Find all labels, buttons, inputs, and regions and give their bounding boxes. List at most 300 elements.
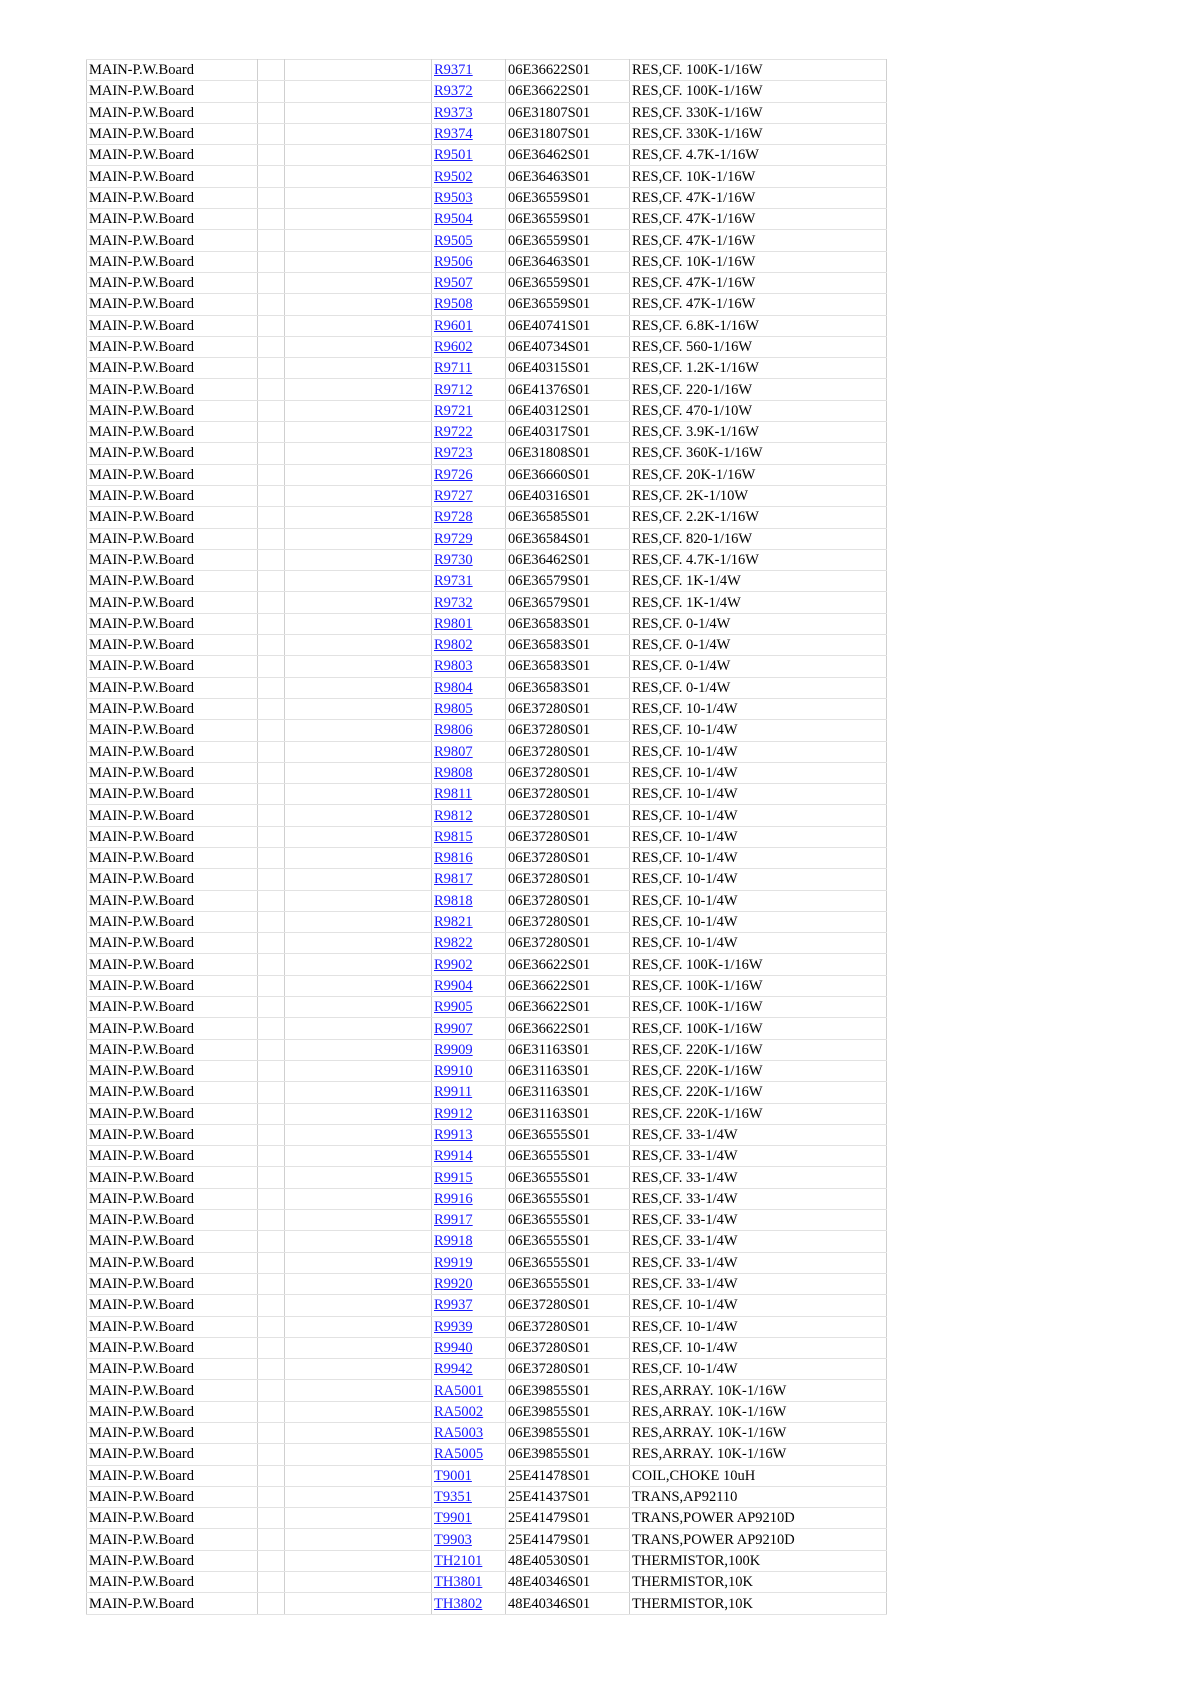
ref-link[interactable]: T9001	[434, 1467, 472, 1484]
board-cell: MAIN-P.W.Board	[87, 911, 258, 932]
ref-link[interactable]: R9914	[434, 1148, 473, 1165]
empty-cell	[258, 1273, 285, 1294]
part-number-cell: 06E37280S01	[506, 869, 630, 890]
board-cell: MAIN-P.W.Board	[87, 1444, 258, 1465]
table-row	[87, 187, 887, 208]
empty-cell	[258, 336, 285, 357]
board-cell: MAIN-P.W.Board	[87, 698, 258, 719]
empty-cell	[258, 1572, 285, 1593]
empty-cell	[258, 890, 285, 911]
empty-cell	[285, 1529, 432, 1550]
ref-link[interactable]: R9806	[434, 722, 473, 739]
description-cell: RES,CF. 10-1/4W	[630, 911, 887, 932]
empty-cell	[285, 528, 432, 549]
ref-link[interactable]: T9901	[434, 1510, 472, 1527]
ref-cell	[432, 826, 506, 847]
table-row	[87, 315, 887, 336]
part-number-cell: 06E39855S01	[506, 1380, 630, 1401]
part-number-cell: 06E40316S01	[506, 485, 630, 506]
empty-cell	[258, 1444, 285, 1465]
ref-link[interactable]: R9802	[434, 637, 473, 654]
table-row	[87, 571, 887, 592]
ref-cell	[432, 1423, 506, 1444]
ref-cell	[432, 1486, 506, 1507]
empty-cell	[285, 1423, 432, 1444]
table-row	[87, 1423, 887, 1444]
empty-cell	[258, 1295, 285, 1316]
description-cell: RES,CF. 0-1/4W	[630, 613, 887, 634]
empty-cell	[258, 805, 285, 826]
board-cell: MAIN-P.W.Board	[87, 677, 258, 698]
empty-cell	[258, 187, 285, 208]
ref-link[interactable]: R9915	[434, 1169, 473, 1186]
empty-cell	[285, 145, 432, 166]
ref-link[interactable]: R9808	[434, 764, 473, 781]
description-cell: RES,CF. 10-1/4W	[630, 1295, 887, 1316]
empty-cell	[285, 102, 432, 123]
empty-cell	[258, 294, 285, 315]
table-row	[87, 911, 887, 932]
ref-link[interactable]: R9801	[434, 615, 473, 632]
board-cell: MAIN-P.W.Board	[87, 1486, 258, 1507]
part-number-cell: 06E31163S01	[506, 1082, 630, 1103]
table-row	[87, 762, 887, 783]
empty-cell	[258, 464, 285, 485]
description-cell: RES,CF. 47K-1/16W	[630, 272, 887, 293]
ref-cell	[432, 209, 506, 230]
ref-cell	[432, 720, 506, 741]
part-number-cell: 48E40346S01	[506, 1572, 630, 1593]
table-row	[87, 954, 887, 975]
board-cell: MAIN-P.W.Board	[87, 933, 258, 954]
description-cell: RES,CF. 33-1/4W	[630, 1146, 887, 1167]
ref-link[interactable]: R9729	[434, 530, 473, 547]
description-cell: TRANS,AP92110	[630, 1486, 887, 1507]
table-row	[87, 81, 887, 102]
ref-link[interactable]: R9920	[434, 1276, 473, 1293]
description-cell: RES,CF. 220K-1/16W	[630, 1103, 887, 1124]
ref-link[interactable]: R9371	[434, 62, 473, 79]
ref-link[interactable]: R9804	[434, 679, 473, 696]
ref-link[interactable]: R9730	[434, 551, 473, 568]
ref-cell	[432, 1188, 506, 1209]
ref-link[interactable]: R9916	[434, 1190, 473, 1207]
empty-cell	[285, 1273, 432, 1294]
board-cell: MAIN-P.W.Board	[87, 507, 258, 528]
ref-link[interactable]: R9731	[434, 573, 473, 590]
table-row	[87, 656, 887, 677]
description-cell: RES,CF. 10-1/4W	[630, 720, 887, 741]
ref-cell	[432, 890, 506, 911]
ref-link[interactable]: R9372	[434, 83, 473, 100]
part-number-cell: 06E36579S01	[506, 592, 630, 613]
ref-cell	[432, 1103, 506, 1124]
ref-link[interactable]: R9732	[434, 594, 473, 611]
ref-link[interactable]: R9807	[434, 743, 473, 760]
empty-cell	[285, 1124, 432, 1145]
empty-cell	[258, 1529, 285, 1550]
ref-cell	[432, 230, 506, 251]
description-cell: RES,CF. 33-1/4W	[630, 1167, 887, 1188]
ref-link[interactable]: R9502	[434, 168, 473, 185]
description-cell: THERMISTOR,10K	[630, 1572, 887, 1593]
ref-link[interactable]: R9942	[434, 1361, 473, 1378]
board-cell: MAIN-P.W.Board	[87, 613, 258, 634]
ref-link[interactable]: R9712	[434, 381, 473, 398]
empty-cell	[258, 1082, 285, 1103]
part-number-cell: 06E36622S01	[506, 81, 630, 102]
ref-link[interactable]: R9723	[434, 445, 473, 462]
empty-cell	[285, 890, 432, 911]
board-cell: MAIN-P.W.Board	[87, 166, 258, 187]
empty-cell	[258, 1124, 285, 1145]
empty-cell	[285, 1210, 432, 1231]
description-cell: RES,ARRAY. 10K-1/16W	[630, 1401, 887, 1422]
empty-cell	[258, 1550, 285, 1571]
table-row	[87, 400, 887, 421]
description-cell: RES,CF. 100K-1/16W	[630, 997, 887, 1018]
description-cell: RES,CF. 47K-1/16W	[630, 187, 887, 208]
ref-link[interactable]: R9507	[434, 275, 473, 292]
part-number-cell: 06E40741S01	[506, 315, 630, 336]
part-number-cell: 06E31163S01	[506, 1039, 630, 1060]
description-cell: RES,CF. 33-1/4W	[630, 1188, 887, 1209]
table-row	[87, 635, 887, 656]
board-cell: MAIN-P.W.Board	[87, 1572, 258, 1593]
empty-cell	[258, 485, 285, 506]
ref-link[interactable]: R9904	[434, 977, 473, 994]
part-number-cell: 06E36622S01	[506, 60, 630, 81]
empty-cell	[258, 209, 285, 230]
table-row	[87, 784, 887, 805]
table-row	[87, 847, 887, 868]
parts-list-table	[86, 59, 887, 1615]
empty-cell	[258, 656, 285, 677]
ref-link[interactable]: R9506	[434, 253, 473, 270]
table-row	[87, 1103, 887, 1124]
ref-link[interactable]: R9905	[434, 999, 473, 1016]
table-row	[87, 869, 887, 890]
empty-cell	[285, 1082, 432, 1103]
ref-link[interactable]: R9803	[434, 658, 473, 675]
table-row	[87, 613, 887, 634]
ref-link[interactable]: R9503	[434, 189, 473, 206]
description-cell: RES,CF. 3.9K-1/16W	[630, 422, 887, 443]
ref-link[interactable]: R9815	[434, 828, 473, 845]
ref-link[interactable]: R9907	[434, 1020, 473, 1037]
part-number-cell: 06E39855S01	[506, 1444, 630, 1465]
ref-link[interactable]: RA5001	[434, 1382, 484, 1399]
board-cell: MAIN-P.W.Board	[87, 187, 258, 208]
empty-cell	[285, 911, 432, 932]
table-row	[87, 60, 887, 81]
table-row	[87, 485, 887, 506]
ref-link[interactable]: R9817	[434, 871, 473, 888]
ref-link[interactable]: R9937	[434, 1297, 473, 1314]
empty-cell	[258, 741, 285, 762]
table-row	[87, 826, 887, 847]
part-number-cell: 06E39855S01	[506, 1423, 630, 1444]
part-number-cell: 06E36583S01	[506, 656, 630, 677]
ref-cell	[432, 592, 506, 613]
ref-link[interactable]: R9917	[434, 1212, 473, 1229]
ref-link[interactable]: R9911	[434, 1084, 473, 1101]
table-row	[87, 1210, 887, 1231]
ref-link[interactable]: R9721	[434, 402, 473, 419]
ref-link[interactable]: R9505	[434, 232, 473, 249]
part-number-cell: 06E36579S01	[506, 571, 630, 592]
part-number-cell: 06E39855S01	[506, 1401, 630, 1422]
board-cell: MAIN-P.W.Board	[87, 102, 258, 123]
empty-cell	[258, 1359, 285, 1380]
description-cell: RES,CF. 6.8K-1/16W	[630, 315, 887, 336]
empty-cell	[258, 784, 285, 805]
ref-link[interactable]: R9728	[434, 509, 473, 526]
table-row	[87, 1146, 887, 1167]
board-cell: MAIN-P.W.Board	[87, 1550, 258, 1571]
board-cell: MAIN-P.W.Board	[87, 1273, 258, 1294]
empty-cell	[258, 1316, 285, 1337]
table-row	[87, 272, 887, 293]
ref-cell	[432, 635, 506, 656]
description-cell: RES,CF. 47K-1/16W	[630, 230, 887, 251]
table-row	[87, 422, 887, 443]
empty-cell	[258, 1252, 285, 1273]
board-cell: MAIN-P.W.Board	[87, 1423, 258, 1444]
board-cell: MAIN-P.W.Board	[87, 81, 258, 102]
empty-cell	[285, 1486, 432, 1507]
empty-cell	[285, 1018, 432, 1039]
ref-link[interactable]: R9821	[434, 914, 473, 931]
empty-cell	[285, 1359, 432, 1380]
board-cell: MAIN-P.W.Board	[87, 1252, 258, 1273]
ref-cell	[432, 102, 506, 123]
ref-link[interactable]: R9602	[434, 339, 473, 355]
ref-link[interactable]: T9351	[434, 1489, 472, 1506]
ref-link[interactable]: R9805	[434, 701, 473, 718]
empty-cell	[285, 60, 432, 81]
empty-cell	[285, 592, 432, 613]
empty-cell	[285, 1039, 432, 1060]
ref-link[interactable]: R9373	[434, 104, 473, 121]
empty-cell	[258, 358, 285, 379]
table-row	[87, 1359, 887, 1380]
part-number-cell: 06E36463S01	[506, 251, 630, 272]
board-cell: MAIN-P.W.Board	[87, 1146, 258, 1167]
ref-cell	[432, 1529, 506, 1550]
empty-cell	[285, 379, 432, 400]
empty-cell	[258, 315, 285, 336]
ref-link[interactable]: R9918	[434, 1233, 473, 1250]
ref-link[interactable]: RA5003	[434, 1425, 484, 1442]
ref-link[interactable]: TH2101	[434, 1552, 483, 1569]
empty-cell	[258, 549, 285, 570]
board-cell: MAIN-P.W.Board	[87, 1380, 258, 1401]
ref-link[interactable]: R9812	[434, 807, 473, 824]
empty-cell	[285, 209, 432, 230]
empty-cell	[285, 933, 432, 954]
ref-link[interactable]: R9508	[434, 296, 473, 313]
table-row	[87, 1337, 887, 1358]
ref-link[interactable]: T9903	[434, 1531, 472, 1548]
ref-cell	[432, 571, 506, 592]
board-cell: MAIN-P.W.Board	[87, 720, 258, 741]
table-row	[87, 1444, 887, 1465]
empty-cell	[258, 123, 285, 144]
ref-cell	[432, 911, 506, 932]
empty-cell	[258, 166, 285, 187]
ref-link[interactable]: RA5005	[434, 1446, 484, 1463]
empty-cell	[258, 507, 285, 528]
board-cell: MAIN-P.W.Board	[87, 805, 258, 826]
part-number-cell: 06E37280S01	[506, 1337, 630, 1358]
empty-cell	[285, 1252, 432, 1273]
part-number-cell: 06E36462S01	[506, 549, 630, 570]
table-row	[87, 145, 887, 166]
description-cell: RES,CF. 100K-1/16W	[630, 81, 887, 102]
empty-cell	[285, 1465, 432, 1486]
empty-cell	[258, 1380, 285, 1401]
table-row	[87, 1124, 887, 1145]
board-cell: MAIN-P.W.Board	[87, 422, 258, 443]
description-cell: RES,CF. 1K-1/4W	[630, 571, 887, 592]
empty-cell	[258, 1167, 285, 1188]
ref-cell	[432, 507, 506, 528]
empty-cell	[258, 1337, 285, 1358]
ref-link[interactable]: TH3801	[434, 1574, 483, 1591]
ref-link[interactable]: R9939	[434, 1318, 473, 1335]
ref-link[interactable]: R9816	[434, 850, 473, 867]
table-row	[87, 464, 887, 485]
ref-link[interactable]: R9818	[434, 892, 473, 909]
table-row	[87, 890, 887, 911]
part-number-cell: 06E36555S01	[506, 1273, 630, 1294]
part-number-cell: 06E36555S01	[506, 1252, 630, 1273]
ref-cell	[432, 1231, 506, 1252]
ref-link[interactable]: TH3802	[434, 1595, 483, 1612]
table-row	[87, 1465, 887, 1486]
ref-cell	[432, 549, 506, 570]
ref-link[interactable]: RA5002	[434, 1403, 484, 1420]
description-cell: RES,CF. 47K-1/16W	[630, 294, 887, 315]
ref-link[interactable]: R9811	[434, 786, 473, 803]
empty-cell	[258, 1231, 285, 1252]
ref-link[interactable]: R9912	[434, 1105, 473, 1122]
ref-link[interactable]: R9940	[434, 1339, 473, 1356]
board-cell: MAIN-P.W.Board	[87, 294, 258, 315]
ref-link[interactable]: R9722	[434, 424, 473, 441]
empty-cell	[285, 400, 432, 421]
part-number-cell: 06E36585S01	[506, 507, 630, 528]
description-cell: RES,CF. 100K-1/16W	[630, 954, 887, 975]
parts-list-body	[87, 60, 887, 1615]
table-row	[87, 358, 887, 379]
board-cell: MAIN-P.W.Board	[87, 549, 258, 570]
ref-link[interactable]: R9902	[434, 956, 473, 973]
board-cell: MAIN-P.W.Board	[87, 1401, 258, 1422]
ref-link[interactable]: R9711	[434, 360, 473, 377]
empty-cell	[258, 911, 285, 932]
part-number-cell: 06E31807S01	[506, 102, 630, 123]
board-cell: MAIN-P.W.Board	[87, 209, 258, 230]
empty-cell	[285, 975, 432, 996]
ref-link[interactable]: R9913	[434, 1126, 473, 1143]
empty-cell	[258, 145, 285, 166]
ref-link[interactable]: R9726	[434, 466, 473, 483]
part-number-cell: 06E40315S01	[506, 358, 630, 379]
description-cell: RES,CF. 4.7K-1/16W	[630, 549, 887, 570]
board-cell: MAIN-P.W.Board	[87, 1082, 258, 1103]
description-cell: RES,CF. 2K-1/10W	[630, 485, 887, 506]
part-number-cell: 06E36559S01	[506, 187, 630, 208]
empty-cell	[258, 571, 285, 592]
part-number-cell: 06E36622S01	[506, 1018, 630, 1039]
table-row	[87, 1231, 887, 1252]
part-number-cell: 06E36583S01	[506, 613, 630, 634]
description-cell: RES,CF. 10-1/4W	[630, 762, 887, 783]
ref-cell	[432, 613, 506, 634]
table-row	[87, 1572, 887, 1593]
empty-cell	[285, 869, 432, 890]
empty-cell	[258, 443, 285, 464]
ref-cell	[432, 1252, 506, 1273]
empty-cell	[258, 1188, 285, 1209]
ref-cell	[432, 528, 506, 549]
ref-link[interactable]: R9822	[434, 935, 473, 952]
part-number-cell: 06E37280S01	[506, 1316, 630, 1337]
description-cell: RES,CF. 100K-1/16W	[630, 60, 887, 81]
part-number-cell: 06E40734S01	[506, 336, 630, 357]
description-cell: RES,CF. 820-1/16W	[630, 528, 887, 549]
part-number-cell: 06E36622S01	[506, 997, 630, 1018]
ref-link[interactable]: R9919	[434, 1254, 473, 1271]
ref-cell	[432, 975, 506, 996]
empty-cell	[258, 1465, 285, 1486]
ref-link[interactable]: R9601	[434, 317, 473, 334]
table-row	[87, 698, 887, 719]
empty-cell	[285, 1401, 432, 1422]
board-cell: MAIN-P.W.Board	[87, 1359, 258, 1380]
empty-cell	[285, 443, 432, 464]
ref-cell	[432, 485, 506, 506]
board-cell: MAIN-P.W.Board	[87, 1231, 258, 1252]
empty-cell	[285, 1444, 432, 1465]
description-cell: RES,CF. 100K-1/16W	[630, 975, 887, 996]
empty-cell	[285, 358, 432, 379]
empty-cell	[285, 464, 432, 485]
table-row	[87, 1018, 887, 1039]
ref-link[interactable]: R9909	[434, 1041, 473, 1058]
part-number-cell: 06E37280S01	[506, 720, 630, 741]
part-number-cell: 06E31807S01	[506, 123, 630, 144]
ref-cell	[432, 1210, 506, 1231]
part-number-cell: 06E36559S01	[506, 272, 630, 293]
description-cell: RES,CF. 10-1/4W	[630, 847, 887, 868]
ref-link[interactable]: R9374	[434, 126, 473, 143]
description-cell: RES,CF. 220K-1/16W	[630, 1082, 887, 1103]
ref-link[interactable]: R9501	[434, 147, 473, 164]
ref-link[interactable]: R9727	[434, 488, 473, 505]
part-number-cell: 06E31163S01	[506, 1103, 630, 1124]
empty-cell	[285, 294, 432, 315]
description-cell: RES,CF. 10-1/4W	[630, 933, 887, 954]
ref-link[interactable]: R9910	[434, 1063, 473, 1080]
board-cell: MAIN-P.W.Board	[87, 1465, 258, 1486]
table-row	[87, 1316, 887, 1337]
table-row	[87, 1593, 887, 1614]
ref-link[interactable]: R9504	[434, 211, 473, 228]
ref-cell	[432, 1572, 506, 1593]
